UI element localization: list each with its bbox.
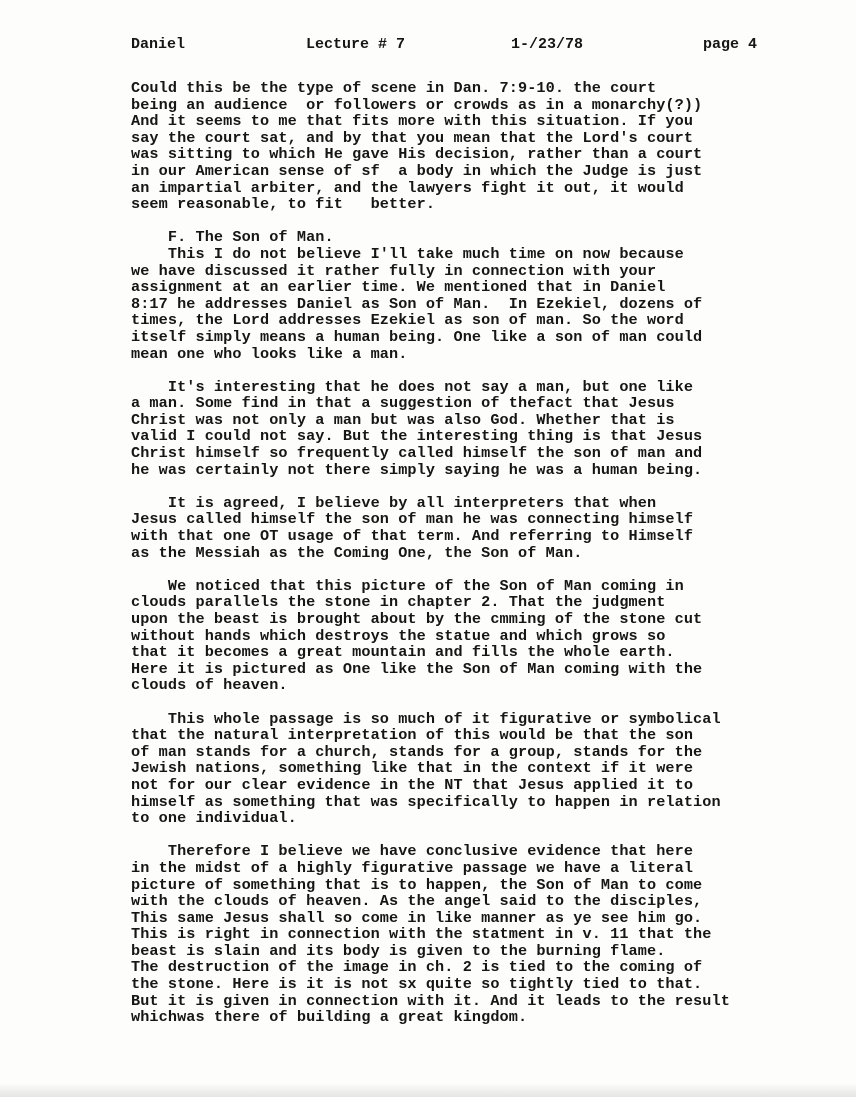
header-lecture-number: Lecture # 7 — [306, 36, 406, 53]
text-line: itself simply means a human being. One like a son of man could — [131, 327, 703, 346]
header-date: 1-/23/78 — [511, 36, 584, 53]
text-line: of man stands for a church, stands for a group, stands for the — [131, 742, 703, 761]
text-line: times, the Lord addresses Ezekiel as son of man. So the word — [131, 311, 684, 330]
paragraph-stone-parallel — [131, 578, 831, 694]
text-line: with that one OT usage of that term. And referring to Himself — [131, 527, 694, 546]
text-line: Here it is pictured as One like the Son of Man coming with the — [131, 659, 703, 678]
text-line: with the clouds of heaven. As the angel said to the disciples, — [131, 892, 703, 911]
text-line: Jewish nations, something like that in the context if it were — [131, 759, 694, 778]
text-line: as the Messiah as the Coming One, the Son of Man. — [131, 543, 583, 562]
text-line: 8:17 he addresses Daniel as Son of Man. In Ezekiel, dozens of — [131, 294, 703, 313]
text-line: that the natural interpretation of this would be that the son — [131, 726, 694, 745]
text-line: Jesus called himself the son of man he was connecting himself — [131, 510, 694, 529]
text-line: was sitting to which He gave His decision, rather than a court — [131, 145, 703, 164]
text-line: to one individual. — [131, 809, 297, 828]
text-line: This whole passage is so much of it figurative or symbolical — [131, 709, 721, 728]
text-line: in the midst of a highly figurative passage we have a literal — [131, 858, 694, 877]
text-line: mean one who looks like a man. — [131, 344, 408, 363]
text-line: upon the beast is brought about by the cmming of the stone cut — [131, 610, 703, 628]
text-line: clouds parallels the stone in chapter 2. That the judgment — [131, 593, 666, 612]
text-line: clouds of heaven. — [131, 676, 288, 695]
text-line: The destruction of the image in ch. 2 is tied to the coming of — [131, 958, 703, 977]
text-line: we have discussed it rather fully in connection with your — [131, 261, 657, 280]
header-page-number: page 4 — [703, 36, 758, 53]
text-line: say the court sat, and by that you mean that the Lord's court — [131, 128, 694, 147]
text-line: It's interesting that he does not say a man, but one like — [131, 377, 694, 396]
text-line: But it is given in connection with it. And it leads to the result — [131, 991, 730, 1010]
scan-bottom-edge — [0, 1083, 856, 1097]
text-line: This same Jesus shall so come in like manner as ye see him go. — [131, 908, 703, 927]
document-body — [131, 80, 831, 1042]
text-line: whichwas there of building a great kingdom. — [131, 1008, 528, 1027]
text-line: And it seems to me that fits more with this situation. If you — [131, 112, 694, 131]
text-line: We noticed that this picture of the Son of Man coming in — [131, 576, 684, 595]
section-heading: F. The Son of Man. — [131, 228, 334, 247]
text-line: This is right in connection with the statment in v. 11 that the — [131, 925, 712, 944]
text-line: seem reasonable, to fit better. — [131, 195, 436, 214]
text-line: assignment at an earlier time. We mentioned that in Daniel — [131, 278, 666, 297]
text-line: Could this be the type of scene in Dan. 7:9-10. the court — [131, 79, 657, 97]
text-line: Christ himself so frequently called himself the son of man and — [131, 444, 703, 463]
paragraph-court-scene — [131, 80, 831, 213]
section-son-of-man — [131, 229, 831, 362]
text-line: being an audience or followers or crowds as in a monarchy(?)) — [131, 95, 703, 114]
text-line: he was certainly not there simply saying he was a human being. — [131, 460, 703, 479]
paragraph-one-like-a-man — [131, 379, 831, 479]
paragraph-conclusive-evidence — [131, 843, 831, 1026]
text-line: not for our clear evidence in the NT that Jesus applied it to — [131, 775, 694, 794]
paragraph-figurative-passage — [131, 711, 831, 827]
text-line: that it becomes a great mountain and fills the whole earth. — [131, 643, 675, 662]
paragraph-interpreters-agreed — [131, 495, 831, 561]
text-line: Christ was not only a man but was also God. Whether that is — [131, 410, 675, 429]
text-line: valid I could not say. But the interesting thing is that Jesus — [131, 427, 703, 446]
page-header — [0, 36, 856, 58]
text-line: beast is slain and its body is given to the burning flame. — [131, 941, 666, 960]
text-line: an impartial arbiter, and the lawyers fight it out, it would — [131, 178, 684, 197]
text-line: himself as something that was specifically to happen in relation — [131, 792, 721, 811]
text-line: picture of something that is to happen, the Son of Man to come — [131, 875, 703, 894]
text-line: a man. Some find in that a suggestion of thefact that Jesus — [131, 394, 675, 413]
text-line: the stone. Here is it is not sx quite so tightly tied to that. — [131, 975, 703, 994]
header-subject: Daniel — [131, 36, 186, 53]
text-line: This I do not believe I'll take much time on now because — [131, 244, 684, 263]
text-line: without hands which destroys the statue and which grows so — [131, 626, 666, 645]
text-line: Therefore I believe we have conclusive evidence that here — [131, 842, 694, 861]
text-line: It is agreed, I believe by all interpreters that when — [131, 493, 657, 512]
text-line: in our American sense of sf a body in which the Judge is just — [131, 161, 703, 180]
